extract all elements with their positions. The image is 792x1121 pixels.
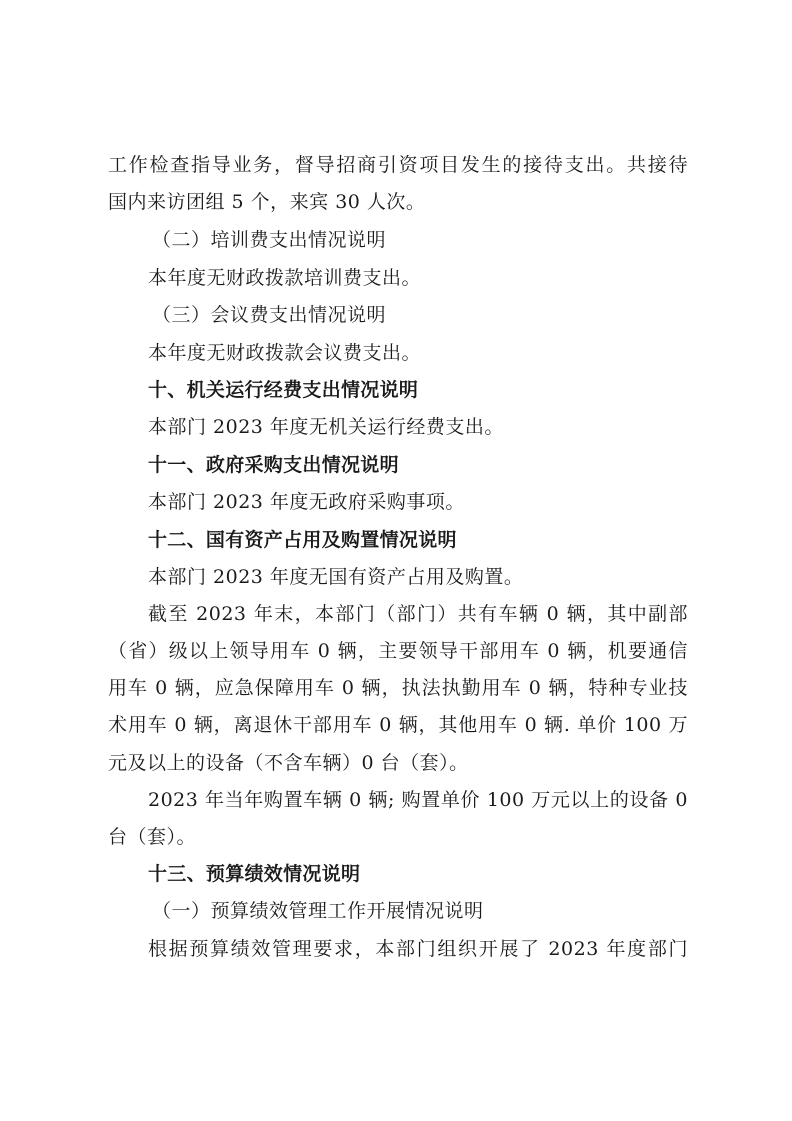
paragraph-line: 国内来访团组 5 个，来宾 30 人次。 [108, 191, 426, 213]
paragraph-line: （省）级以上领导用车 0 辆，主要领导干部用车 0 辆，机要通信 [108, 640, 688, 662]
subsection-heading: （二）培训费支出情况说明 [152, 229, 387, 251]
paragraph-line: 2023 年当年购置车辆 0 辆; 购置单价 100 万元以上的设备 0 [148, 789, 688, 811]
paragraph-line: 术用车 0 辆，离退休干部用车 0 辆，其他用车 0 辆. 单价 100 万 [108, 714, 688, 736]
paragraph-line: 本部门 2023 年度无国有资产占用及购置。 [148, 566, 524, 588]
paragraph-line: 本部门 2023 年度无机关运行经费支出。 [148, 416, 504, 438]
paragraph-line: 本年度无财政拨款培训费支出。 [148, 267, 422, 289]
section-heading: 十一、政府采购支出情况说明 [148, 454, 399, 476]
paragraph-line: 截至 2023 年末，本部门（部门）共有车辆 0 辆，其中副部 [148, 603, 688, 625]
paragraph-line: 用车 0 辆，应急保障用车 0 辆，执法执勤用车 0 辆，特种专业技 [108, 677, 688, 699]
paragraph-line: 根据预算绩效管理要求，本部门组织开展了 2023 年度部门 [148, 938, 688, 960]
subsection-heading: （一）预算绩效管理工作开展情况说明 [152, 900, 484, 922]
paragraph-line: 工作检查指导业务，督导招商引资项目发生的接待支出。共接待 [108, 154, 688, 176]
subsection-heading: （三）会议费支出情况说明 [152, 304, 387, 326]
paragraph-line: 元及以上的设备（不含车辆）0 台（套）。 [108, 752, 469, 774]
section-heading: 十、机关运行经费支出情况说明 [148, 379, 419, 401]
paragraph-line: 本部门 2023 年度无政府采购事项。 [148, 491, 465, 513]
section-heading: 十三、预算绩效情况说明 [148, 863, 361, 885]
section-heading: 十二、国有资产占用及购置情况说明 [148, 529, 457, 551]
paragraph-line: 台（套）。 [108, 826, 197, 848]
paragraph-line: 本年度无财政拨款会议费支出。 [148, 342, 422, 364]
